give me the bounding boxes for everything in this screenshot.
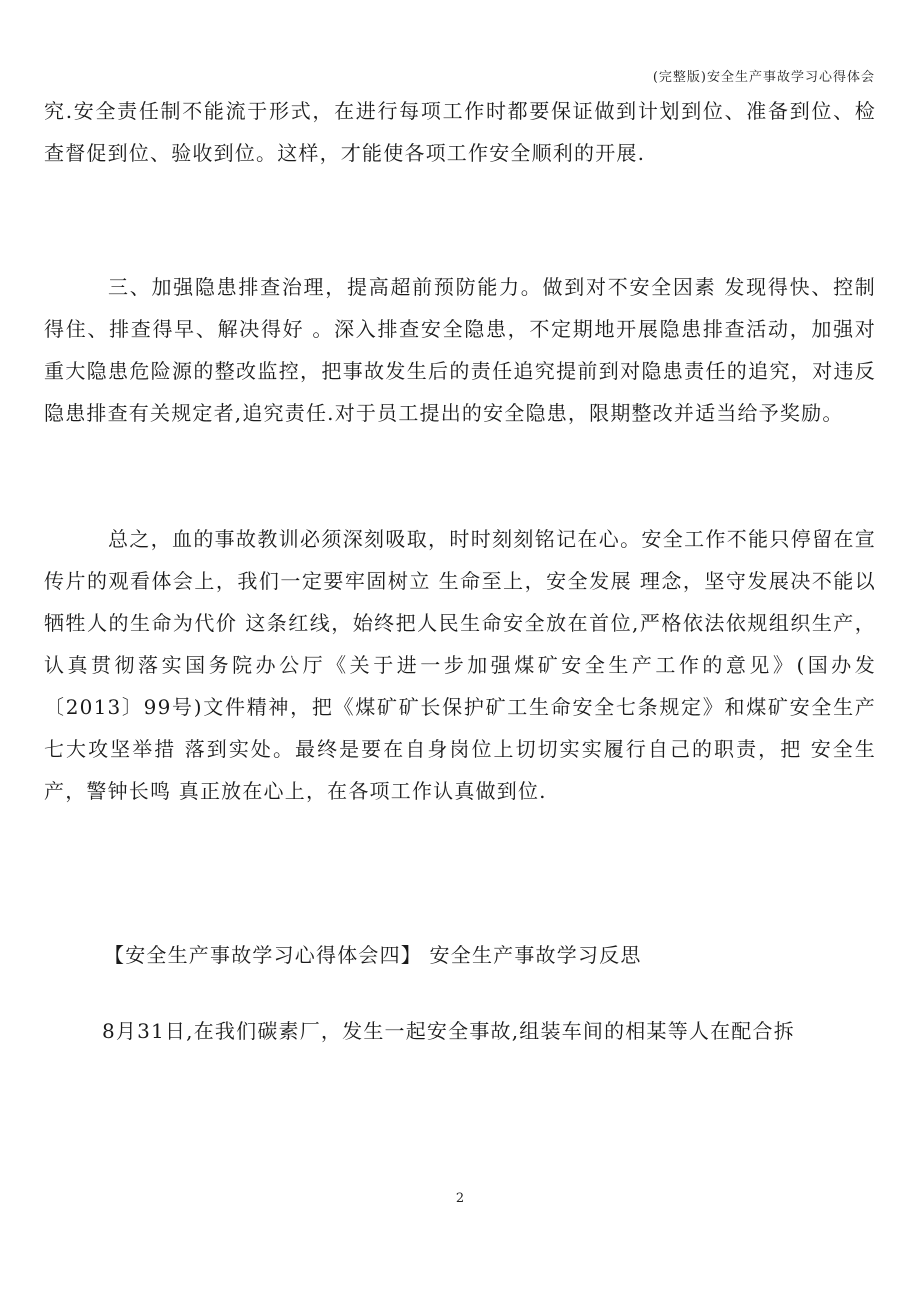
- paragraph-continuation: 究.安全责任制不能流于形式，在进行每项工作时都要保证做到计划到位、准备到位、检查督促到位、验收到位。这样，才能使各项工作安全顺利的开展.: [44, 99, 876, 165]
- paragraph-hazard-investigation: 三、加强隐患排查治理，提高超前预防能力。做到对不安全因素 发现得快、控制得住、排查得早、解决得好 。深入排查安全隐患，不定期地开展隐患排查活动，加强对重大隐患危险源的整改监控，把事故发生后的责任追究提前到对隐患责任的追究，对违反隐患排查有关规定者,追究责任.对于员工提出的安全隐患，限期整改并适当给予奖励。: [44, 275, 876, 425]
- document-body: [44, 90, 876, 1052]
- page-number: 2: [455, 1191, 465, 1206]
- spacer: [44, 434, 876, 518]
- spacer: [44, 976, 876, 1010]
- spacer: [44, 812, 876, 934]
- section-heading: 【安全生产事故学习心得体会四】 安全生产事故学习反思: [104, 943, 642, 967]
- paragraph-incident-start: 8月31日,在我们碳素厂，发生一起安全事故,组装车间的相某等人在配合拆: [102, 1019, 795, 1043]
- paragraph-conclusion: 总之，血的事故教训必须深刻吸取，时时刻刻铭记在心。安全工作不能只停留在宣传片的观看体会上，我们一定要牢固树立 生命至上，安全发展 理念，坚守发展决不能以牺牲人的生命为代价 这条红线，始终把人民生命安全放在首位,严格依法依规组织生产，认真贯彻落实国务院办公厅《关于进一步加强煤矿安全生产工作的意见》(国办发〔2013〕99号)文件精神，把《煤矿矿长保护矿工生命安全七条规定》和煤矿安全生产 七大攻坚举措 落到实处。最终是要在自身岗位上切切实实履行自己的职责，把 安全生产，警钟长鸣 真正放在心上，在各项工作认真做到位.: [44, 527, 876, 803]
- spacer: [44, 174, 876, 266]
- page-header-title: (完整版)安全生产事故学习心得体会: [652, 70, 875, 85]
